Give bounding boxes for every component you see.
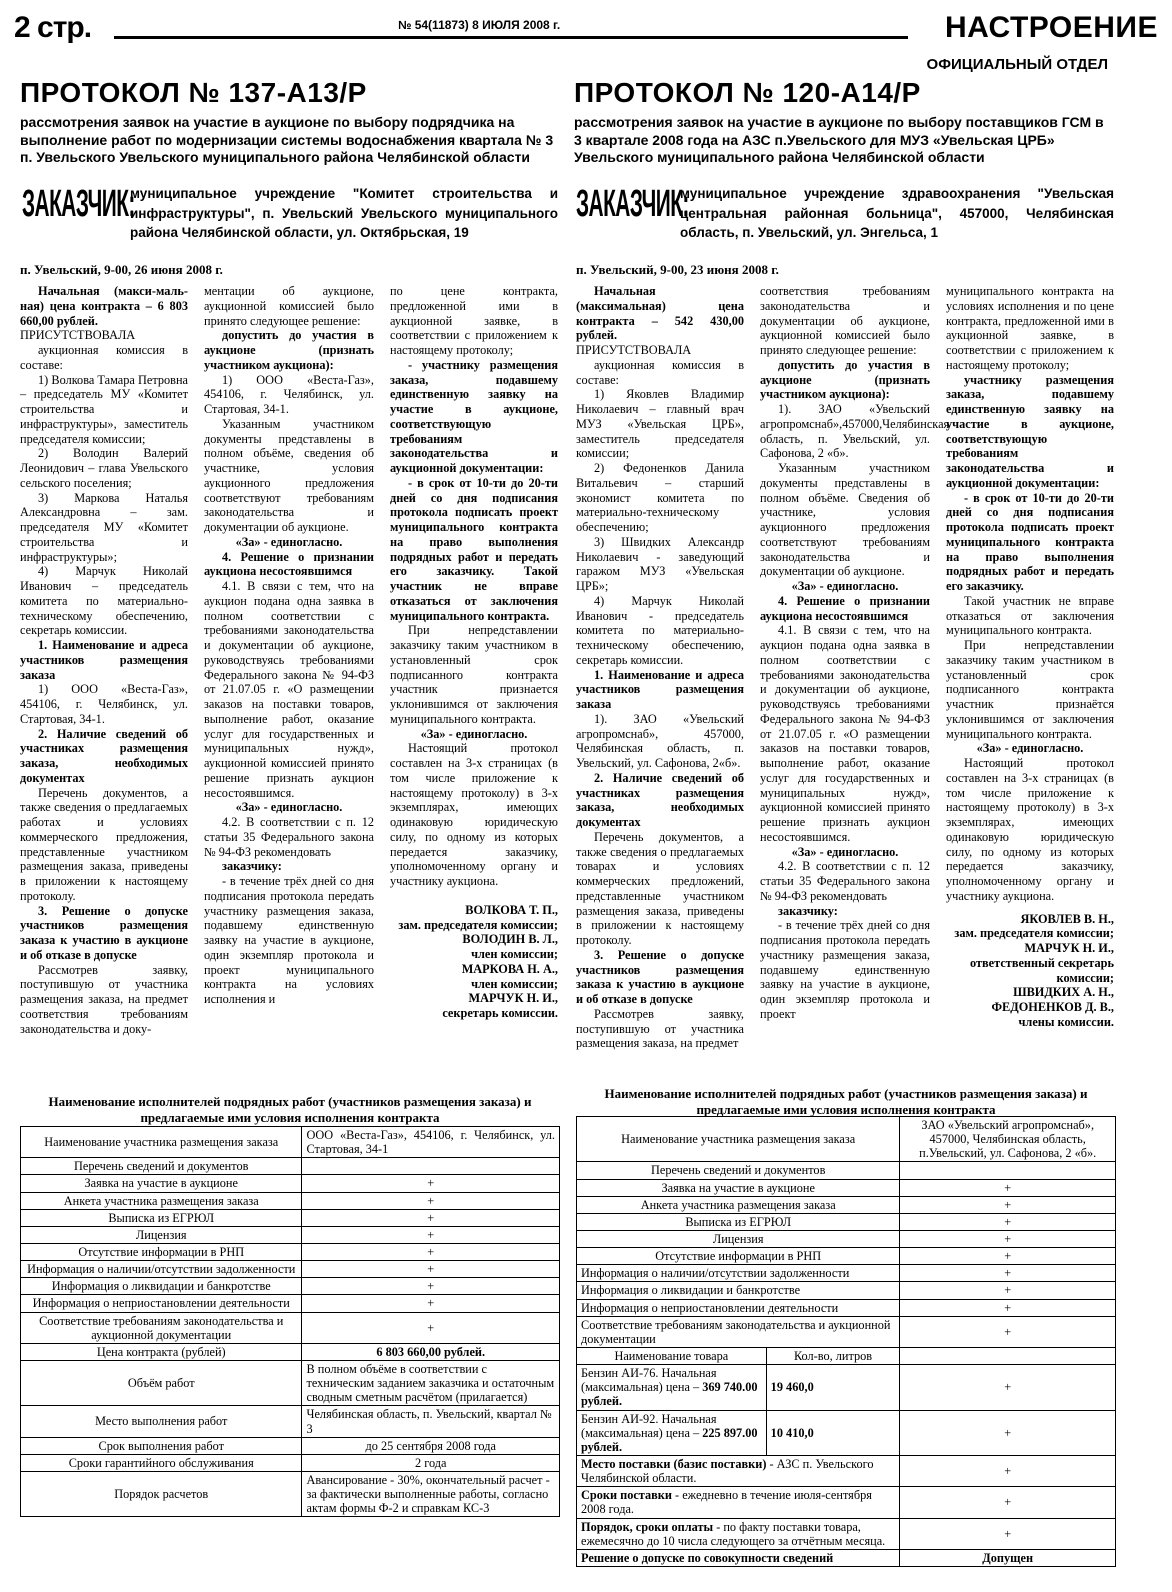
table-row — [577, 1365, 1116, 1410]
paragraph: «За» - единогласно. — [976, 741, 1084, 756]
table-row — [21, 1471, 560, 1516]
table-row — [21, 1406, 560, 1437]
left-table-caption: Наименование исполнителей подрядных работ (участников размещения заказа) и предлагаемые ими условия исполнения контракта — [48, 1094, 532, 1126]
table-row — [21, 1295, 560, 1312]
row-label: Соответствие требованиям законодательства и аукционной документации — [577, 1316, 900, 1347]
row-value: + — [900, 1179, 1116, 1196]
row-value: + — [302, 1295, 560, 1312]
paragraph: 3) Швидких Александр Николаевич - заведующий гаражом МУЗ «Увельская ЦРБ»; — [576, 534, 744, 593]
right-customer-label: ЗАКАЗЧИК: — [576, 183, 689, 225]
goods-price: 225 897.00 рублей. — [581, 1425, 758, 1454]
paragraph: - участнику размещения заказа, подавшему единственную заявку на участие в аукционе, соответствующую требованиям законодательства и аукционной документации: — [390, 357, 558, 475]
left-column-2 — [204, 284, 374, 1007]
paragraph: ПРИСУТСТВОВАЛА — [20, 328, 136, 343]
paragraph: 1) ООО «Веста-Газ», 454106, г. Челябинск, ул. Стартовая, 34-1. — [20, 682, 188, 726]
paragraph: заказчику: — [222, 859, 282, 874]
table-row — [577, 1347, 1116, 1364]
right-table-caption: Наименование исполнителей подрядных работ (участников размещения заказа) и предлагаемые ими условия исполнения контракта — [604, 1086, 1088, 1118]
row-value — [900, 1162, 1116, 1179]
paragraph: ментации об аукционе, аукционной комиссией было принято следующее решение: — [204, 284, 374, 328]
paragraph: - в срок от 10-ти до 20-ти дней со дня подписания протокола подписать проект муниципального контракта на право выполнения подрядных работ и передать его заказчику. — [946, 490, 1114, 593]
row-label: Информация о ликвидации и банкротстве — [577, 1282, 900, 1299]
table-row — [21, 1158, 560, 1175]
paragraph: Настоящий протокол составлен на 3-х страницах (в том числе приложение к настоящему протоколу) в 3-х экземплярах, имеющих одинаковую юридическую силу, по одному из которых передается заказчику, уполномоченному органу и участнику аукциона. — [946, 756, 1114, 903]
goods-price: 369 740.00 рублей. — [581, 1380, 758, 1409]
row-label: Перечень сведений и документов — [21, 1158, 302, 1175]
table-row — [577, 1265, 1116, 1282]
paragraph: 1) Яковлев Владимир Николаевич – главный врач МУЗ «Увельская ЦРБ», заместитель председателя комиссии; — [576, 387, 744, 461]
table-row — [577, 1248, 1116, 1265]
row-label: Порядок расчетов — [21, 1471, 302, 1516]
goods-qty-header: Кол-во, литров — [766, 1347, 900, 1364]
table-row — [577, 1455, 1116, 1486]
row-label: Выписка из ЕГРЮЛ — [21, 1209, 302, 1226]
paragraph: Рассмотрев заявку, поступившую от участника размещения заказа, на предмет соответствия требованиям законодательства и доку- — [20, 962, 188, 1036]
goods-name — [577, 1410, 767, 1455]
paragraph: 4) Марчук Николай Иванович - председатель комитета по материально-техническому обеспечению, секретарь комиссии. — [576, 593, 744, 667]
table-row — [21, 1127, 560, 1158]
row-label: Информация о наличии/отсутствии задолженности — [577, 1265, 900, 1282]
row-value: 2 года — [302, 1454, 560, 1471]
row-value: + — [302, 1278, 560, 1295]
row-value: В полном объёме в соответствии с техническим заданием заказчика и остаточным сводным сметным расчётом (прилагается) — [302, 1360, 560, 1405]
row-value: Челябинская область, п. Увельский, квартал № 3 — [302, 1406, 560, 1437]
row-label: Объём работ — [21, 1360, 302, 1405]
field-label: Место поставки (базис поставки) — [581, 1456, 767, 1471]
row-label: Информация о наличии/отсутствии задолженности — [21, 1261, 302, 1278]
row-value: + — [900, 1248, 1116, 1265]
paragraph: заказчику: — [778, 903, 838, 918]
paragraph: 4. Решение о признании аукциона несостоявшимся — [204, 549, 374, 579]
row-value: + — [302, 1312, 560, 1343]
field-label: Порядок, сроки оплаты — [581, 1519, 714, 1534]
subsection-title: ОФИЦИАЛЬНЫЙ ОТДЕЛ — [926, 56, 1108, 73]
row-value: + — [900, 1213, 1116, 1230]
paragraph: 1. Наименование и адреса участников размещения заказа — [20, 638, 188, 682]
paragraph: Перечень документов, а также сведения о предлагаемых работах и условиях коммерческого предложения, представленные участником размещения заказа, приведены в приложении к настоящему протоколу. — [20, 785, 188, 903]
row-label: Выписка из ЕГРЮЛ — [577, 1213, 900, 1230]
table-row — [577, 1117, 1116, 1162]
paragraph: 4.1. В связи с тем, что на аукцион подана одна заявка в полном соответствии с требованиями законодательства и документации об аукционе, руководствуясь требованиями Федерального закона № 94-ФЗ от 21.07.05 г. «О размещении заказов на поставки товаров, выполнение работ, оказание услуг для государственных и муниципальных нужд», аукционной комиссией принято решение признать аукцион несостоявшимся. — [760, 623, 930, 844]
table-row — [577, 1410, 1116, 1455]
goods-name-header: Наименование товара — [577, 1347, 767, 1364]
paragraph: 4.1. В связи с тем, что на аукцион подана одна заявка в полном соответствии с требованиями законодательства и документации об аукционе, руководствуясь требованиями Федерального закона № 94-ФЗ от 21.07.05 г. «О размещении заказов на поставки товаров, выполнение работ, оказание услуг для государственных и муниципальных нужд», аукционной комиссией принято решение признать аукцион несостоявшимся. — [204, 579, 374, 800]
signature-line: МАРЧУК Н. И., — [1024, 941, 1114, 955]
table-row — [21, 1360, 560, 1405]
goods-label: Бензин АИ-76. Начальная (максимальная) цена – — [581, 1366, 717, 1395]
table-row — [21, 1312, 560, 1343]
paragraph: 2. Наличие сведений об участниках размещения заказа, необходимых документах — [576, 770, 744, 829]
row-label: Лицензия — [577, 1230, 900, 1247]
field-label: Сроки поставки — [581, 1488, 672, 1503]
signature-line: ФЕДОНЕНКОВ Д. В., — [991, 1000, 1114, 1014]
paragraph: Начальная (макси-маль- ная) цена контракта – 6 803 660,00 рублей. — [20, 284, 188, 328]
row-label: Информация о ликвидации и банкротстве — [21, 1278, 302, 1295]
row-value: + — [900, 1487, 1116, 1518]
paragraph: ПРИСУТСТВОВАЛА — [576, 343, 692, 357]
paragraph: 4.2. В соответствии с п. 12 статьи 35 Федерального закона № 94-ФЗ рекомендовать — [760, 859, 930, 903]
paragraph: 3. Решение о допуске участников размещения заказа к участию в аукционе и об отказе в допуске — [20, 903, 188, 962]
table-row — [21, 1343, 560, 1360]
field-value: - ежедневно в течение июля-сентября 2008 года. — [581, 1488, 872, 1517]
table-row — [21, 1175, 560, 1192]
row-value: + — [900, 1230, 1116, 1247]
row-label: Сроки гарантийного обслуживания — [21, 1454, 302, 1471]
row-label: Информация о неприостановлении деятельности — [21, 1295, 302, 1312]
row-value: + — [900, 1196, 1116, 1213]
goods-qty: 19 460,0 — [766, 1365, 900, 1410]
paragraph: 1) ООО «Веста-Газ», 454106, г. Челябинск, ул. Стартовая, 34-1. — [204, 372, 374, 416]
left-column-1 — [20, 284, 188, 1036]
left-protocol-subtitle: рассмотрения заявок на участие в аукционе по выбору подрядчика на выполнение работ по модернизации системы водоснабжения квартала № 3 п. Увельского Увельского муниципального района Челябинской области — [20, 114, 554, 165]
paragraph: 4) Марчук Николай Иванович – председатель комитета по материально-техническому обеспечению, секретарь комиссии. — [20, 564, 188, 638]
paragraph: Указанным участником документы представлены в полном объёме, сведения об участнике, условия аукционного предложения соответствуют требованиям законодательства и документации об аукционе. — [204, 416, 374, 534]
left-customer-label: ЗАКАЗЧИК: — [22, 183, 135, 225]
left-protocol-title: ПРОТОКОЛ № 137-А13/Р — [20, 77, 367, 108]
row-label: Заявка на участие в аукционе — [577, 1179, 900, 1196]
paragraph: - в течение трёх дней со дня подписания протокола передать участнику размещения заказа, подавшему единственную заявку на участие в аукционе, один экземпляр протокола и проект — [760, 918, 930, 1021]
table-row — [21, 1226, 560, 1243]
paragraph: аукционная комиссия в составе: — [20, 343, 188, 372]
goods-label: Бензин АИ-92. Начальная (максимальная) цена – — [581, 1411, 717, 1440]
signature-line: зам. председателя комиссии; — [398, 917, 558, 932]
left-date: п. Увельский, 9-00, 26 июня 2008 г. — [20, 262, 223, 277]
row-label: Перечень сведений и документов — [577, 1162, 900, 1179]
right-protocol-subtitle: рассмотрения заявок на участие в аукционе по выбору поставщиков ГСМ в 3 квартале 2008 года на АЗС п.Увельского для МУЗ «Увельская ЦРБ» Увельского муниципального района Челябинской области — [574, 114, 1104, 165]
field-value: - АЗС п. Увельского Челябинской области. — [581, 1456, 874, 1486]
left-customer: муниципальное учреждение "Комитет строительства и инфраструктуры", п. Увельский Увельского муниципального района Челябинской области, ул. Октябрьская, 19 — [130, 186, 558, 241]
paragraph: соответствия требованиям законодательства и документации об аукционе, аукционной комиссией было принято следующее решение: — [760, 284, 930, 357]
paragraph: Такой участник не вправе отказаться от заключения муниципального контракта. — [946, 593, 1114, 638]
paragraph: 1). ЗАО «Увельский агропромснаб»,457000,Челябинская область, п. Увельский, ул. Сафонова, 2 «б». — [760, 402, 950, 461]
participant-label: Наименование участника размещения заказа — [21, 1127, 302, 1158]
signature-line: МАРЧУК Н. И., — [468, 991, 558, 1006]
row-label: Отсутствие информации в РНП — [577, 1248, 900, 1265]
row-value: Авансирование - 30%, окончательный расчет - за фактически выполненные работы, согласно актам формы Ф-2 и справкам КС-3 — [302, 1471, 560, 1516]
paragraph: 4.2. В соответствии с п. 12 статьи 35 Федерального закона № 94-ФЗ рекомендовать — [204, 815, 374, 859]
row-label — [577, 1455, 900, 1486]
signature-line: зам. председателя комиссии; — [954, 926, 1114, 941]
table-row — [21, 1261, 560, 1278]
section-title: НАСТРОЕНИЕ — [944, 11, 1158, 44]
row-label: Место выполнения работ — [21, 1406, 302, 1437]
paragraph: 1) Волкова Тамара Петровна – председатель МУ «Комитет строительства и инфраструктуры», заместитель председателя комиссии; — [20, 372, 188, 446]
paragraph: 2) Володин Валерий Леонидович – глава Увельского сельского поселения; — [20, 446, 188, 490]
row-value: + — [900, 1316, 1116, 1347]
row-label: Анкета участника размещения заказа — [577, 1196, 900, 1213]
row-value: 6 803 660,00 рублей. — [302, 1343, 560, 1360]
goods-mark: + — [900, 1410, 1116, 1455]
table-row — [21, 1454, 560, 1471]
paragraph: «За» - единогласно. — [235, 534, 343, 549]
participant-name: ЗАО «Увельский агропромснаб», 457000, Челябинская область, п.Увельский, ул. Сафонова, 2 «б». — [900, 1117, 1116, 1162]
signature-line: секретарь комиссии. — [442, 1006, 558, 1020]
paragraph: участнику размещения заказа, подавшему единственную заявку на участие в аукционе, соответствующую требованиям законодательства и аукционной документации: — [946, 372, 1114, 490]
field-value: - по факту поставки товара, ежемесячно до 10 числа следующего за отчётным месяца. — [581, 1519, 886, 1548]
table-row — [577, 1179, 1116, 1196]
paragraph: Перечень документов, а также сведения о предлагаемых товарах и условиях коммерческих предложений, представленные участником размещения заказа, приведены в приложении к настоящему протоколу. — [576, 829, 744, 947]
right-table — [576, 1116, 1116, 1567]
row-label: Лицензия — [21, 1226, 302, 1243]
row-label — [577, 1518, 900, 1549]
row-value: + — [302, 1226, 560, 1243]
paragraph: 3) Маркова Наталья Александровна – зам. председателя МУ «Комитет строительства и инфраструктуры»; — [20, 490, 188, 564]
paragraph: Начальная (максимальная) цена контракта – 542 430,00 рублей. — [576, 284, 744, 343]
signature-line: член комиссии; — [471, 947, 558, 961]
signature-line: ВОЛОДИН В. Л., — [462, 932, 558, 947]
right-protocol-title: ПРОТОКОЛ № 120-А14/Р — [574, 77, 921, 108]
empty-cell — [900, 1347, 1116, 1364]
table-row — [577, 1213, 1116, 1230]
paragraph: «За» - единогласно. — [791, 844, 899, 859]
row-value: до 25 сентября 2008 года — [302, 1437, 560, 1454]
signature-line: ответственный секретарь комиссии; — [970, 955, 1114, 985]
paragraph: Указанным участником документы представлены в полном объёме. Сведения об участнике, условия аукционного предложения соответствуют требованиям законодательства и документации об аукционе. — [760, 461, 930, 579]
left-table — [20, 1126, 560, 1517]
goods-name — [577, 1365, 767, 1410]
row-value: + — [302, 1209, 560, 1226]
row-label: Анкета участника размещения заказа — [21, 1192, 302, 1209]
row-label: Соответствие требованиям законодательства и аукционной документации — [21, 1312, 302, 1343]
table-row — [577, 1282, 1116, 1299]
table-row — [577, 1196, 1116, 1213]
paragraph: Рассмотрев заявку, поступившую от участника размещения заказа, на предмет — [576, 1006, 744, 1051]
paragraph: - в течение трёх дней со дня подписания протокола передать участнику размещения заказа, подавшему единственную заявку на участие в аукционе, один экземпляр протокола и проект муниципального контракта на условиях исполнения и — [204, 874, 374, 1006]
row-label: Цена контракта (рублей) — [21, 1343, 302, 1360]
row-label: Отсутствие информации в РНП — [21, 1243, 302, 1260]
row-label — [577, 1487, 900, 1518]
participant-label: Наименование участника размещения заказа — [577, 1117, 900, 1162]
paragraph: допустить до участия в аукционе (признать участником аукциона): — [204, 328, 374, 372]
paragraph: 4. Решение о признании аукциона несостоявшимся — [760, 593, 930, 623]
signature-line: члены комиссии. — [1018, 1014, 1114, 1029]
row-label: Решение о допуске по совокупности сведений — [577, 1549, 900, 1566]
table-row — [577, 1316, 1116, 1347]
row-value: + — [302, 1261, 560, 1278]
participant-name: ООО «Веста-Газ», 454106, г. Челябинск, ул. Стартовая, 34-1 — [302, 1127, 560, 1158]
paragraph: При непредставлении заказчику таким участником в установленный срок подписанного контракта участник признается уклонившимся от заключения муниципального контракта. — [390, 623, 558, 726]
page-header — [14, 10, 1158, 50]
row-value: + — [900, 1455, 1116, 1486]
issue-info: № 54(11873) 8 ИЮЛЯ 2008 г. — [392, 18, 566, 32]
paragraph: 2. Наличие сведений об участниках размещения заказа, необходимых документах — [20, 726, 188, 785]
left-column-3 — [390, 284, 558, 1021]
paragraph: муниципального контракта на условиях исполнения и по цене контракта, предложенной ими в аукционной заявке, в соответствии с приложением к настоящему протоколу; — [946, 284, 1114, 372]
row-label: Срок выполнения работ — [21, 1437, 302, 1454]
paragraph: При непредставлении заказчику таким участником в установленный срок подписанного контракта участник признаётся уклонившимся от заключения муниципального контракта. — [946, 638, 1114, 741]
paragraph: 1. Наименование и адреса участников размещения заказа — [576, 667, 744, 711]
paragraph: аукционная комиссия в составе: — [576, 357, 744, 387]
row-value: + — [302, 1243, 560, 1260]
row-value: + — [302, 1192, 560, 1209]
signature-line: член комиссии; — [471, 976, 558, 991]
right-column-3 — [946, 284, 1114, 1030]
right-date: п. Увельский, 9-00, 23 июня 2008 г. — [576, 262, 779, 277]
table-row — [577, 1549, 1116, 1566]
paragraph: - в срок от 10-ти до 20-ти дней со дня подписания протокола подписать проект муниципального контракта на право выполнения подрядных работ и передать его заказчику. Такой участник не вправе отказаться от заключения муниципального контракта. — [390, 475, 558, 623]
paragraph: «За» - единогласно. — [791, 579, 899, 593]
row-value: + — [900, 1299, 1116, 1316]
goods-qty: 10 410,0 — [766, 1410, 900, 1455]
table-row — [577, 1230, 1116, 1247]
right-column-1 — [576, 284, 744, 1051]
row-label: Информация о неприостановлении деятельности — [577, 1299, 900, 1316]
table-row — [577, 1162, 1116, 1179]
table-row — [21, 1192, 560, 1209]
table-row — [577, 1299, 1116, 1316]
signature-line: ЯКОВЛЕВ В. Н., — [1020, 911, 1114, 926]
page-number: 2 стр. — [14, 11, 92, 44]
row-value: + — [302, 1175, 560, 1192]
row-value — [302, 1158, 560, 1175]
header-rule — [114, 36, 908, 39]
row-value: + — [900, 1518, 1116, 1549]
paragraph: 1). ЗАО «Увельский агропромснаб», 457000, Челябинская область, п. Увельский, ул. Сафонова, 2«б». — [576, 711, 744, 770]
signature-line: ВОЛКОВА Т. П., — [465, 902, 558, 917]
paragraph: Настоящий протокол составлен на 3-х страницах (в том числе приложение к настоящему протоколу) в 3-х экземплярах, имеющих одинаковую юридическую силу, по одному из которых передается заказчику, уполномоченному органу и участнику аукциона. — [390, 741, 558, 888]
paragraph: допустить до участия в аукционе (признать участником аукциона): — [760, 357, 930, 402]
right-column-2 — [760, 284, 950, 1022]
goods-mark: + — [900, 1365, 1116, 1410]
row-value: + — [900, 1282, 1116, 1299]
row-label: Заявка на участие в аукционе — [21, 1175, 302, 1192]
table-row — [21, 1437, 560, 1454]
row-value: + — [900, 1265, 1116, 1282]
paragraph: 3. Решение о допуске участников размещения заказа к участию в аукционе и об отказе в допуске — [576, 947, 744, 1006]
signature-line: ШВИДКИХ А. Н., — [1013, 985, 1114, 1000]
paragraph: «За» - единогласно. — [235, 800, 343, 815]
signature-line: МАРКОВА Н. А., — [461, 961, 558, 976]
table-row — [577, 1518, 1116, 1549]
paragraph: по цене контракта, предложенной ими в аукционной заявке, в соответствии с приложением к настоящему протоколу; — [390, 284, 558, 357]
table-row — [21, 1243, 560, 1260]
paragraph: «За» - единогласно. — [420, 726, 528, 741]
table-row — [577, 1487, 1116, 1518]
table-row — [21, 1209, 560, 1226]
right-customer: муниципальное учреждение здравоохранения "Увельская центральная районная больница", 457000, Челябинская область, п. Увельский, ул. Энгельса, 1 — [680, 186, 1114, 241]
paragraph: 2) Федоненков Данила Витальевич – старший экономист комитета по материально-техническому обеспечению; — [576, 461, 744, 534]
table-row — [21, 1278, 560, 1295]
row-value: Допущен — [900, 1549, 1116, 1566]
